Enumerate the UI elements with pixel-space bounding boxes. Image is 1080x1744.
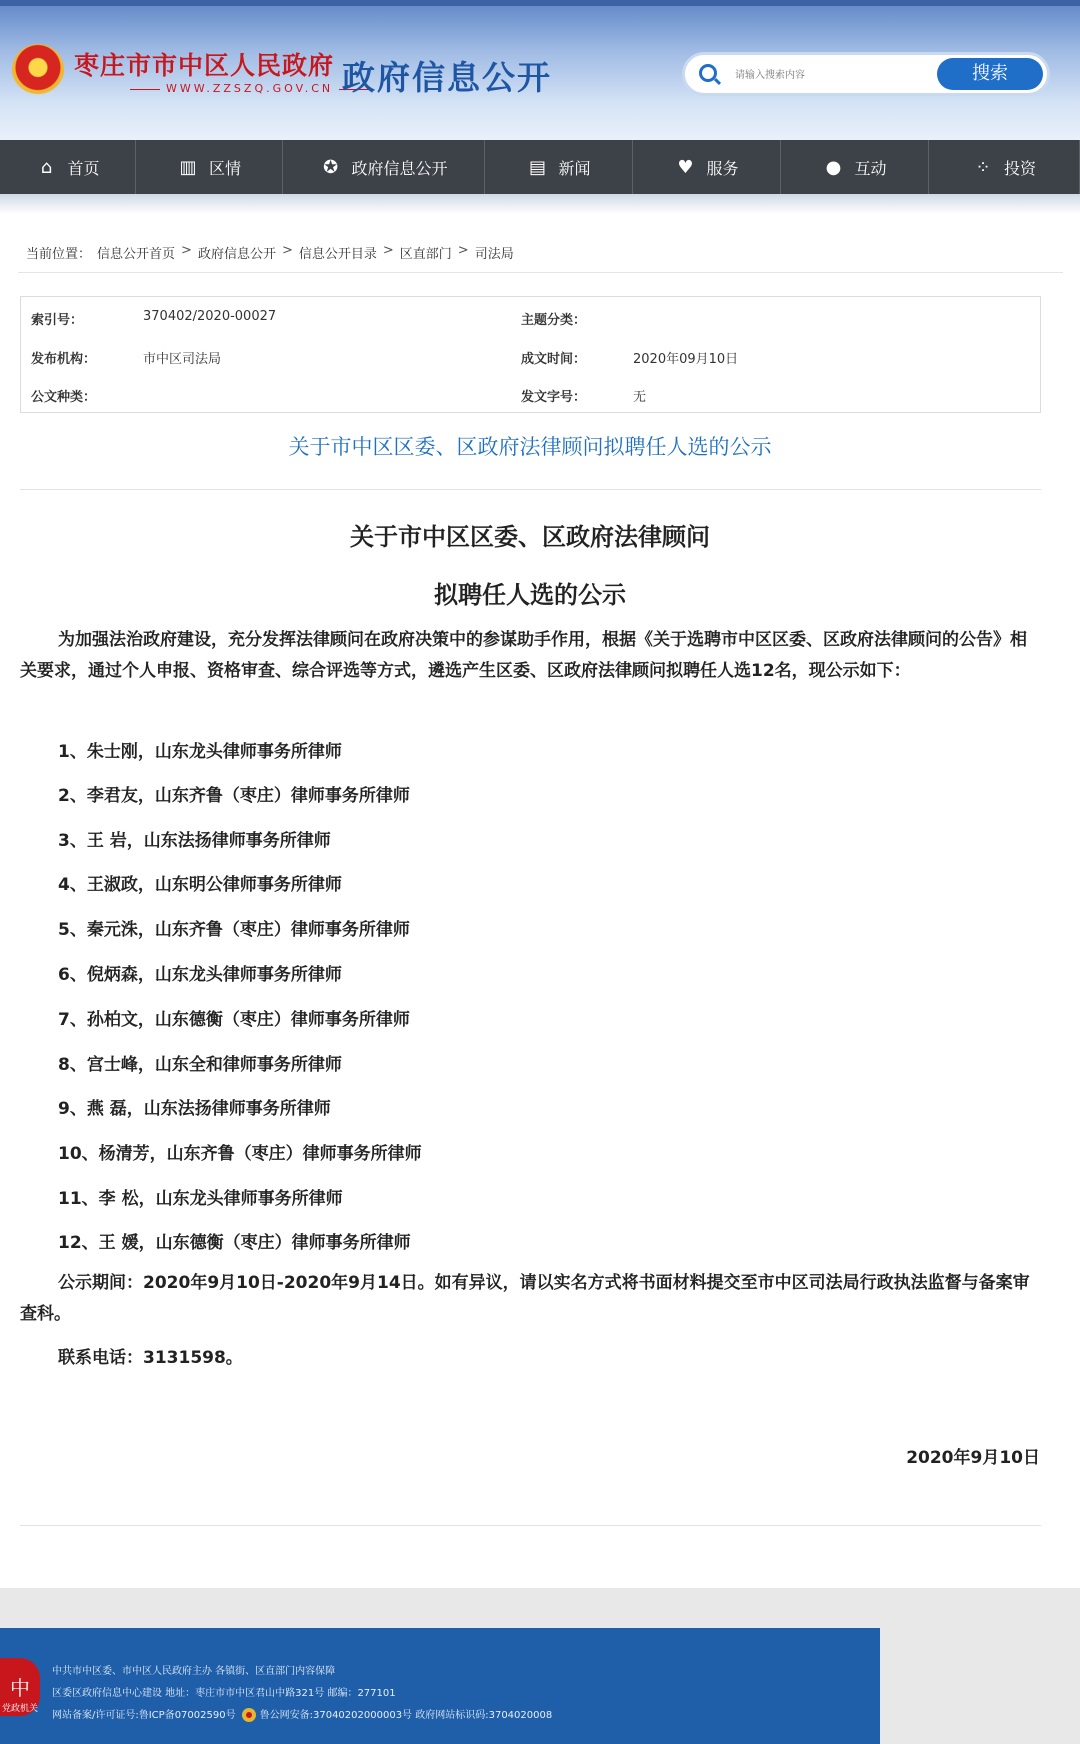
list-item: 9、燕 磊，山东法扬律师事务所律师 — [58, 1099, 331, 1119]
badge-icon: ✪ — [322, 156, 339, 178]
list-item: 8、宫士峰，山东全和律师事务所律师 — [58, 1055, 342, 1075]
document-title-line-1: 关于市中区区委、区政府法律顾问 — [350, 523, 710, 551]
nav-item-label: 互动 — [854, 158, 887, 178]
meta-index-label: 索引号： — [31, 313, 84, 328]
site-name[interactable]: 枣庄市市中区人民政府 — [74, 51, 335, 80]
divider — [18, 272, 1063, 273]
list-item: 7、孙柏文，山东德衡（枣庄）律师事务所律师 — [58, 1010, 410, 1030]
nav-item-home[interactable] — [0, 140, 136, 194]
meta-index-value: 370402/2020-00027 — [143, 309, 277, 324]
meta-date-value: 2020年09月10日 — [633, 352, 739, 367]
nav-item-interaction[interactable] — [781, 140, 929, 194]
nav-item-label: 首页 — [67, 158, 100, 178]
map-icon: ▥ — [179, 156, 197, 178]
main-nav — [0, 140, 1080, 194]
footer-icp[interactable]: 网站备案/许可证号:鲁ICP备07002590号 — [52, 1710, 236, 1721]
search-box — [682, 52, 1050, 96]
meta-topic-label: 主题分类： — [521, 313, 587, 328]
nav-shadow — [0, 194, 1080, 214]
nav-item-info-disclosure[interactable] — [283, 140, 485, 194]
list-item: 4、王淑政，山东明公律师事务所律师 — [58, 875, 342, 895]
footer-address: 区委区政府信息中心建设 地址：枣庄市市中区君山中路321号 邮编：277101 — [52, 1688, 396, 1699]
footer-sponsor: 中共市中区委、市中区人民政府主办 各镇街、区直部门内容保障 — [52, 1666, 336, 1677]
party-government-badge-icon[interactable]: 中 党政机关 — [0, 1658, 40, 1716]
nav-item-label: 服务 — [706, 158, 739, 178]
nav-item-services[interactable] — [633, 140, 781, 194]
list-item: 12、王 媛，山东德衡（枣庄）律师事务所律师 — [58, 1233, 411, 1253]
breadcrumb-prefix: 当前位置： — [26, 247, 92, 262]
nav-item-label: 政府信息公开 — [351, 158, 448, 178]
divider — [20, 1525, 1041, 1526]
section-title: 政府信息公开 — [342, 58, 552, 97]
signature-date: 2020年9月10日 — [906, 1448, 1040, 1468]
grid-icon: ⁘ — [975, 156, 991, 178]
meta-date-label: 成文时间： — [521, 352, 587, 367]
search-button[interactable]: 搜索 — [937, 58, 1043, 90]
meta-docno-label: 发文字号： — [521, 390, 587, 405]
period-paragraph: 公示期间：2020年9月10日-2020年9月14日。如有异议，请以实名方式将书面材料提交至市中区司法局行政执法监督与备案审查科。 — [20, 1273, 1030, 1324]
nav-item-label: 新闻 — [558, 158, 591, 178]
header-top-line — [0, 0, 1080, 6]
breadcrumb-separator: > — [382, 243, 394, 258]
breadcrumb-item[interactable]: 区直部门 — [399, 247, 452, 262]
nav-item-label: 区情 — [208, 158, 241, 178]
meta-publisher-label: 发布机构： — [31, 352, 97, 367]
nav-item-overview[interactable] — [136, 140, 283, 194]
breadcrumb-separator: > — [457, 243, 469, 258]
document-title-line-2: 拟聘任人选的公示 — [434, 581, 626, 609]
nav-item-label: 投资 — [1003, 158, 1036, 178]
breadcrumb-item[interactable]: 司法局 — [474, 247, 514, 262]
breadcrumb-item[interactable]: 政府信息公开 — [197, 247, 276, 262]
news-icon: ▤ — [528, 156, 546, 178]
nav-item-news[interactable] — [485, 140, 633, 194]
site-domain: WWW.ZZSZQ.GOV.CN — [124, 82, 375, 95]
site-header — [0, 0, 1080, 140]
document-meta-table — [20, 296, 1041, 413]
footer-registration — [52, 1706, 552, 1722]
search-input[interactable] — [735, 63, 915, 87]
police-badge-icon — [242, 1708, 256, 1722]
badge-label: 党政机关 — [1, 1704, 38, 1714]
site-footer — [0, 1628, 880, 1744]
list-item: 3、王 岩，山东法扬律师事务所律师 — [58, 831, 331, 851]
list-item: 2、李君友，山东齐鲁（枣庄）律师事务所律师 — [58, 786, 410, 806]
heart-icon: ♥ — [677, 156, 694, 178]
footer-police-record[interactable]: 鲁公网安备:37040202000003号 政府网站标识码:3704020008 — [259, 1710, 553, 1721]
divider — [20, 489, 1041, 490]
nav-item-investment[interactable] — [929, 140, 1080, 194]
national-emblem-icon[interactable]: ★ — [12, 44, 64, 100]
list-item: 11、李 松，山东龙头律师事务所律师 — [58, 1189, 343, 1209]
breadcrumb — [26, 243, 514, 262]
list-item: 5、秦元洙，山东齐鲁（枣庄）律师事务所律师 — [58, 920, 410, 940]
article-link-title: 关于市中区区委、区政府法律顾问拟聘任人选的公示 — [288, 435, 772, 459]
home-icon: ⌂ — [40, 156, 53, 178]
list-item: 6、倪炳森，山东龙头律师事务所律师 — [58, 965, 342, 985]
breadcrumb-separator: > — [281, 243, 293, 258]
list-item: 10、杨清芳，山东齐鲁（枣庄）律师事务所律师 — [58, 1144, 422, 1164]
search-icon — [699, 64, 717, 82]
phone-paragraph: 联系电话：3131598。 — [58, 1348, 243, 1368]
breadcrumb-item[interactable]: 信息公开目录 — [298, 247, 377, 262]
list-item: 1、朱士刚，山东龙头律师事务所律师 — [58, 742, 342, 762]
meta-type-label: 公文种类： — [31, 390, 97, 405]
meta-docno-value: 无 — [633, 390, 647, 405]
breadcrumb-separator: > — [181, 243, 192, 258]
intro-paragraph: 为加强法治政府建设，充分发挥法律顾问在政府决策中的参谋助手作用，根据《关于选聘市中区区委、区政府法律顾问的公告》相关要求，通过个人申报、资格审查、综合评选等方式，遴选产生区委、区政府法律顾问拟聘任人选12名，现公示如下： — [20, 630, 1027, 681]
chat-icon: ● — [825, 156, 842, 178]
meta-publisher-value: 市中区司法局 — [143, 352, 222, 367]
breadcrumb-item[interactable]: 信息公开首页 — [97, 247, 176, 262]
